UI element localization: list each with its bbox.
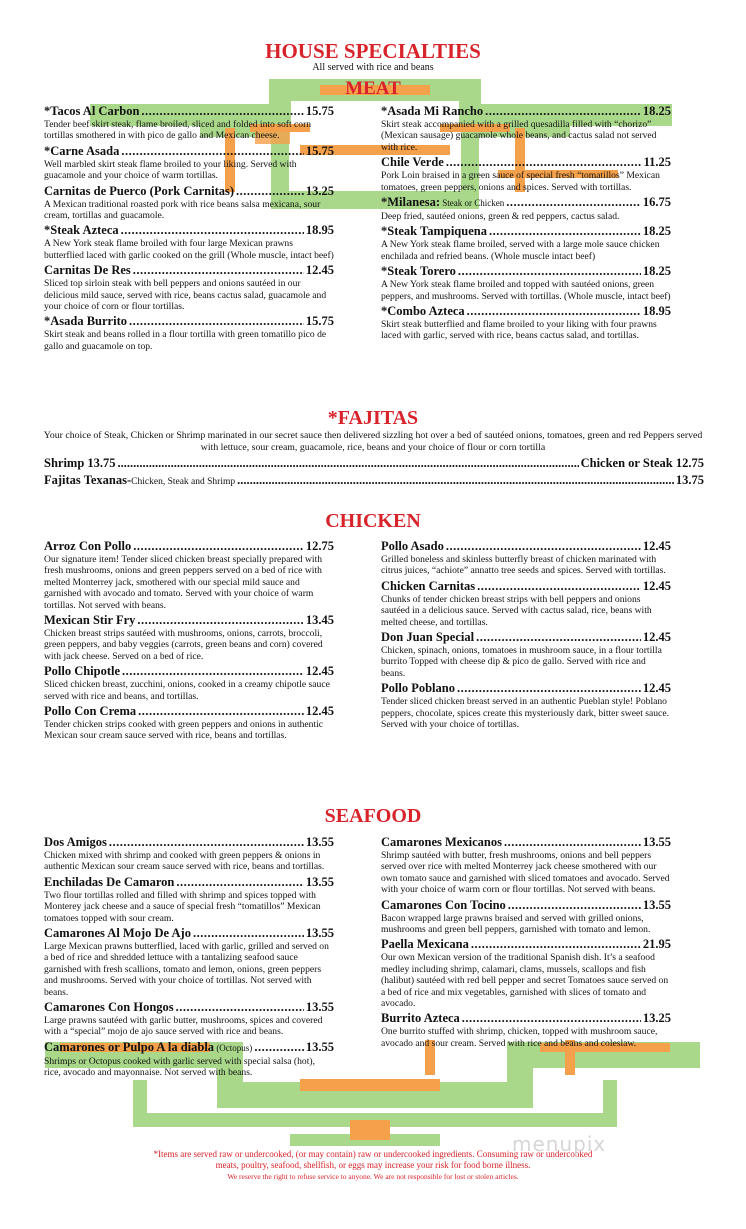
fajitas-description: Your choice of Steak, Chicken or Shrimp marinated in our secret sauce then delivered sizzling hot over a bed of sautéed onions, tomatoes, green and red Peppers served with lettuce, sour cream, guacamole, rice, beans and your choice of flour or corn tortilla xyxy=(43,430,703,453)
menu-item-price: 12.45 xyxy=(305,704,334,719)
menu-item-name-text: *Combo Azteca xyxy=(381,304,465,319)
menu-item-name-text: Enchiladas De Camaron xyxy=(44,874,175,889)
menu-item-price: 13.55 xyxy=(305,835,334,849)
menu-item xyxy=(44,223,334,261)
leader-dots xyxy=(446,155,642,170)
menu-item-name-text: Camarones Con Tocino xyxy=(381,897,506,912)
leader-dots xyxy=(236,184,304,199)
menu-item-header xyxy=(44,613,334,628)
menu-item-description: Our own Mexican version of the traditional Spanish dish. It’s a seafood medley including shrimp, calamari, clams, mussels, scallops and fish (halibut) sautéed with red bell pepper and secret Tomatoes sauce served on a bed of rice and mix vegetables, garnished with slices of tomato and avocado. xyxy=(381,952,669,1010)
menu-item-name xyxy=(44,223,119,238)
menu-item xyxy=(44,1040,334,1079)
menu-item-description: Pork Loin braised in a green sauce of special fresh “tomatillos” Mexican tomatoes, green peppers, onions and spices. Served with tortillas. xyxy=(381,170,660,193)
menu-item xyxy=(44,104,334,142)
menu-item-note: (Octopus) xyxy=(214,1042,253,1053)
meat-right-column xyxy=(381,104,671,344)
menu-item-description: Chicken mixed with shrimp and cooked with green peppers & onions in authentic Mexican sour cream sauce served with rice, beans and tortillas. xyxy=(44,850,325,873)
menu-item-description: One burrito stuffed with shrimp, chicken, topped with mushroom sauce, avocado and sour cream. Served with rice and beans and coleslaw. xyxy=(381,1026,658,1049)
menu-item xyxy=(381,155,671,193)
menu-item-name-text: *Carne Asada xyxy=(44,143,120,158)
menu-item-name xyxy=(381,539,444,554)
leader-dots xyxy=(121,223,304,238)
menu-item-header xyxy=(44,875,334,890)
seafood-right-column xyxy=(381,835,671,1051)
menu-item-header xyxy=(381,195,671,211)
menu-item-price: 13.25 xyxy=(305,183,334,198)
menu-item-price: 13.25 xyxy=(642,1011,671,1026)
menu-item-description: A New York steak flame broiled, served with a large mole sauce chicken enchilada and refried beans. (Whole muscle intact beef) xyxy=(381,239,660,262)
leader-dots xyxy=(176,875,304,890)
menu-item-name xyxy=(381,630,474,645)
menu-item-price: 11.25 xyxy=(643,155,671,170)
chicken-heading: CHICKEN xyxy=(325,510,421,532)
fajitas-price-line xyxy=(44,456,704,471)
menu-item-name xyxy=(44,1040,252,1056)
menu-item-name xyxy=(44,144,119,159)
leader-dots xyxy=(508,898,641,913)
menu-item-name xyxy=(44,704,136,719)
leader-dots xyxy=(477,579,641,594)
leader-dots xyxy=(109,835,304,850)
leader-dots xyxy=(133,263,304,278)
menu-item-name-text: Dos Amigos xyxy=(44,835,107,849)
menu-item xyxy=(381,224,671,262)
menu-item-price: 12.45 xyxy=(642,630,671,645)
menu-item-price: 13.55 xyxy=(305,1000,334,1015)
service-notice: We reserve the right to refuse service to anyone. We are not responsible for lost or stolen articles. xyxy=(227,1172,519,1181)
menu-item-name xyxy=(44,875,174,890)
leader-dots xyxy=(138,704,304,719)
menu-item-name xyxy=(381,898,506,913)
menu-item-header xyxy=(381,264,671,279)
page-subtitle: All served with rice and beans xyxy=(312,62,434,73)
menu-item-name-text: Pollo Asado xyxy=(381,539,444,553)
menu-item-name xyxy=(44,184,234,199)
menu-item-header xyxy=(44,144,334,159)
menu-item-description: Chicken breast strips sautéed with mushrooms, onions, carrots, broccoli, green peppers, and baby veggies (carrots, green beans and corn) covered with jack cheese. Served on a bed of rice. xyxy=(44,628,323,662)
menu-item-description: Skirt steak accompanied with a grilled quesadilla filled with “chorizo” (Mexican sausage) guacamole whole beans, and cactus salad not served with rice. xyxy=(381,119,657,153)
leader-dots xyxy=(141,104,303,119)
menu-item xyxy=(44,144,334,182)
menu-item-header xyxy=(44,184,334,199)
menu-item-name xyxy=(381,304,465,319)
chicken-left-column xyxy=(44,539,334,744)
menu-item-price: 15.75 xyxy=(305,104,334,118)
menu-item-description: Well marbled skirt steak flame broiled to your liking. Served with guacamole and your choice of warm tortillas. xyxy=(44,158,297,182)
menu-item-description: Two flour tortillas rolled and filled with shrimp and spices topped with Monterey jack cheese and a sauce of special fresh “tomatillos” Mexican tomatoes topped with sour cream. xyxy=(44,889,321,924)
menu-item-name xyxy=(44,1000,174,1015)
menu-item-price: 12.45 xyxy=(642,578,671,593)
menu-item-name-text: Pollo Con Crema xyxy=(44,704,137,719)
leader-dots xyxy=(457,681,641,696)
menu-item xyxy=(44,314,334,352)
leader-dots xyxy=(467,304,641,319)
menu-item-name xyxy=(44,613,135,628)
leader-dots xyxy=(476,630,641,645)
menu-item-name xyxy=(381,195,504,211)
menu-item xyxy=(381,898,671,936)
menu-item-name-text: Carnitas de Puerco (Pork Carnitas) xyxy=(44,183,235,198)
menu-item-name-text: *Steak Torero xyxy=(381,264,456,279)
menu-item-header xyxy=(44,223,334,238)
menu-item-name xyxy=(44,835,107,850)
menu-item-header xyxy=(44,1040,334,1056)
menu-item-note: Steak or Chicken xyxy=(440,198,505,209)
menu-item-price: 13.45 xyxy=(305,613,334,628)
menu-item-header xyxy=(44,835,334,850)
leader-dots xyxy=(129,314,304,329)
leader-dots xyxy=(121,144,304,159)
menu-item-price: 13.55 xyxy=(642,835,671,849)
menu-item-description: Large prawns sautéed with garlic butter, mushrooms, spices and covered with a “special” mojo de ajo sauce served with rice and beans. xyxy=(44,1015,323,1038)
menu-item-description: Large Mexican prawns butterflied, laced with garlic, grilled and served on a bed of rice and shredded lettuce with a tantalizing seafood sauce garnished with fresh scallions, tomato and lemon, onions, green peppers and mushrooms. Served with your choice of tortillas. Not served with beans. xyxy=(44,941,329,998)
menu-item-price: 12.45 xyxy=(305,263,334,278)
menu-item-name-text: Don Juan Special xyxy=(381,630,475,645)
menu-item-name xyxy=(381,937,469,952)
chicken-right-column xyxy=(381,539,671,732)
menu-item-name-text: Camarones or Pulpo A la diabla xyxy=(44,1039,215,1054)
menu-item-header xyxy=(381,630,671,645)
menu-item-description: Shrimp sautéed with butter, fresh mushrooms, onions and bell peppers served over rice with melted Monterrey jack cheese smothered with our own tomato sauce and garnished with sliced tomatoes and avocado. Served with your choice of warm corn or flour tortillas. Not served with beans. xyxy=(381,850,670,896)
menu-item-name-text: Camarones Mexicanos xyxy=(381,835,502,849)
menu-item xyxy=(381,539,671,577)
menu-item-name-text: *Milanesa: xyxy=(381,195,441,210)
menu-item xyxy=(44,875,334,924)
menu-item-header xyxy=(44,263,334,278)
menu-item-name-text: *Steak Tampiquena xyxy=(381,224,487,239)
leader-dots xyxy=(489,224,641,239)
menu-item xyxy=(44,926,334,998)
fajitas-texanas-name: Fajitas Texanas- xyxy=(44,473,132,487)
menu-item-header xyxy=(381,1011,671,1026)
menu-item-name xyxy=(44,314,127,329)
menu-item-header xyxy=(381,579,671,594)
page-title: HOUSE SPECIALTIES xyxy=(265,39,481,63)
leader-dots xyxy=(176,1000,304,1015)
menu-item-header xyxy=(381,224,671,239)
menu-item-description: Tender sliced chicken breast served in an authentic Pueblan style! Poblano peppers, chocolate, spices create this mysteriously dark, bitter sweet sauce. Served with your choice of tortillas. xyxy=(381,696,669,731)
leader-dots xyxy=(458,264,641,279)
menu-item-name xyxy=(44,263,131,278)
menu-item-description: Tender beef skirt steak, flame broiled, sliced and folded into soft corn tortillas smothered in with pico de gallo and Mexican cheese. xyxy=(44,119,312,142)
menu-item-description: Skirt steak and beans rolled in a flour tortilla with green tomatillo pico de gallo and guacamole on top. xyxy=(44,329,327,352)
menu-item xyxy=(381,104,671,153)
menu-item-price: 18.25 xyxy=(642,264,671,279)
menu-item-description: A New York steak flame broiled with four large Mexican prawns butterflied laced with garlic cooked on the grill (Whole muscle, intact beef) xyxy=(44,238,334,261)
menu-item-price: 12.45 xyxy=(642,539,671,553)
menu-item-name-text: *Asada Burrito xyxy=(44,314,127,329)
menu-item-price: 18.25 xyxy=(642,104,671,118)
menu-item-name xyxy=(44,926,191,941)
menu-item-header xyxy=(44,926,334,941)
menu-item-name-text: Burrito Azteca xyxy=(381,1011,460,1026)
menu-item-name xyxy=(44,104,139,119)
menu-item xyxy=(381,579,671,628)
menu-item-name xyxy=(44,539,131,554)
menu-item xyxy=(381,1011,671,1049)
menu-item-name xyxy=(381,579,475,594)
menu-item-description: A Mexican traditional roasted pork with rice beans salsa mexicana, sour cream, tortillas and guacamole. xyxy=(44,198,321,222)
leader-dots xyxy=(446,539,641,554)
meat-heading: MEAT xyxy=(345,78,401,99)
menu-item-price: 13.55 xyxy=(642,897,671,912)
fajitas-chicken-steak-price: Chicken or Steak 12.75 xyxy=(580,456,704,470)
menu-item-name-text: Paella Mexicana xyxy=(381,937,469,952)
menu-item-header xyxy=(381,155,671,170)
menu-item xyxy=(44,613,334,662)
fajitas-texanas-line xyxy=(44,473,704,490)
menu-item-price: 12.45 xyxy=(642,681,671,696)
menu-item-header xyxy=(381,937,671,952)
menu-item-description: A New York steak flame broiled and topped with sautéed onions, green peppers, and mushrooms. Served with tortillas. (Whole muscle, intact beef) xyxy=(381,279,671,302)
menu-item-header xyxy=(381,681,671,696)
menu-item-price: 12.45 xyxy=(305,664,334,679)
fajitas-heading: *FAJITAS xyxy=(327,407,419,429)
menu-item-price: 21.95 xyxy=(642,937,671,952)
menu-item-header xyxy=(381,539,671,554)
menu-item-description: Sliced top sirloin steak with bell peppers and onions sautéed in our delicious mild sauce, served with rice, beans cactus salad, guacamole and your choice of corn or flour tortillas. xyxy=(44,278,327,313)
menu-item-name-text: Chicken Carnitas xyxy=(381,578,476,593)
menu-item xyxy=(381,304,671,342)
menu-item-name-text: Arroz Con Pollo xyxy=(44,539,132,553)
menu-item-name xyxy=(381,104,483,119)
menu-item-name-text: Pollo Poblano xyxy=(381,681,455,696)
menu-item-price: 12.75 xyxy=(305,539,334,553)
menu-item xyxy=(381,937,671,1009)
menu-item-name-text: Chile Verde xyxy=(381,155,444,170)
menu-item-header xyxy=(44,1000,334,1015)
menu-item xyxy=(44,539,334,611)
seafood-left-column xyxy=(44,835,334,1081)
menu-item-price: 18.95 xyxy=(305,223,334,238)
menu-item-name-text: Pollo Chipotle xyxy=(44,664,121,679)
menu-item-description: Shrimps or Octopus cooked with garlic served with special salsa (hot), rice, avocado and mayonnaise. Not served with beans. xyxy=(44,1055,315,1079)
menu-item xyxy=(44,184,334,222)
leader-dots xyxy=(506,195,641,210)
menu-item-name xyxy=(44,664,120,679)
meat-left-column xyxy=(44,104,334,354)
menu-item-name-text: Camarones Con Hongos xyxy=(44,1000,174,1015)
menu-item xyxy=(44,263,334,312)
leader-dots xyxy=(485,104,641,119)
menu-item-description: Skirt steak butterflied and flame broiled to your liking with four prawns laced with garlic, served with rice, beans cactus salad, and tortillas. xyxy=(381,319,657,342)
menu-item-price: 16.75 xyxy=(642,195,671,210)
menu-item-header xyxy=(44,539,334,554)
leader-dots xyxy=(504,835,641,850)
leader-dots xyxy=(133,539,304,554)
menu-item-name-text: Carnitas De Res xyxy=(44,263,131,278)
menu-item xyxy=(381,264,671,302)
menu-item xyxy=(44,835,334,873)
leader-dots xyxy=(193,926,304,941)
menu-item xyxy=(381,681,671,730)
menu-item-header xyxy=(44,664,334,679)
leader-dots xyxy=(471,937,641,952)
leader-dots xyxy=(254,1040,304,1055)
menu-item-price: 13.55 xyxy=(305,874,334,889)
menu-item-price: 18.25 xyxy=(642,224,671,239)
menu-item-header xyxy=(381,835,671,850)
menu-item-header xyxy=(381,304,671,319)
menu-item xyxy=(44,704,334,742)
menu-item-name xyxy=(381,224,487,239)
menu-item-header xyxy=(44,104,334,119)
seafood-heading: SEAFOOD xyxy=(324,805,422,827)
menu-item-name-text: Camarones Al Mojo De Ajo xyxy=(44,926,191,941)
menu-item-price: 15.75 xyxy=(305,143,334,158)
fajitas-texanas-note: Chicken, Steak and Shrimp xyxy=(131,477,236,487)
menu-item-description: Sliced chicken breast, zucchini, onions, cooked in a creamy chipotle sauce served with rice and beans, and tortillas. xyxy=(44,679,330,702)
menu-item-header xyxy=(44,314,334,329)
leader-dots xyxy=(122,664,304,679)
menu-item-name-text: Mexican Stir Fry xyxy=(44,613,136,628)
menu-item xyxy=(44,1000,334,1038)
menu-item-price: 15.75 xyxy=(305,314,334,329)
watermark: menupix xyxy=(512,1132,607,1156)
menu-item-description: Bacon wrapped large prawns braised and served with grilled onions, mushrooms and green bell peppers, garnished with tomato and lemon. xyxy=(381,912,651,936)
food-safety-notice: *Items are served raw or undercooked, (or may contain) raw or undercooked ingredients. Consuming raw or undercooked meats, poultry, seafood, shellfish, or eggs may increase your risk for food borne illness. xyxy=(153,1149,593,1170)
menu-item-name xyxy=(381,264,456,279)
menu-item-name xyxy=(381,835,502,850)
menu-item-price: 13.55 xyxy=(305,1039,334,1054)
menu-item xyxy=(381,195,671,222)
fajitas-texanas-price: 13.75 xyxy=(675,473,704,487)
leader-dots xyxy=(137,613,303,628)
menu-item-description: Our signature item! Tender sliced chicken breast specially prepared with fresh mushrooms, onions and green peppers served on a bed of rice with melted Monterrey jack, smothered with our special mild sauce and garnished with avocado and tomato. Served with your choice of warm tortillas. Not served with beans. xyxy=(44,554,323,611)
menu-item-name-text: *Asada Mi Rancho xyxy=(381,104,484,118)
menu-item xyxy=(381,630,671,679)
menu-item-name-text: *Tacos Al Carbon xyxy=(44,104,140,118)
menu-item-description: Tender chicken strips cooked with green peppers and onions in authentic Mexican sour cream sauce served with rice, beans and tortillas. xyxy=(44,719,324,742)
menu-item-name xyxy=(381,681,455,696)
menu-item-price: 13.55 xyxy=(305,926,334,941)
menu-item-header xyxy=(381,898,671,913)
leader-dots xyxy=(237,473,674,488)
menu-item xyxy=(44,664,334,702)
menu-item-name xyxy=(381,1011,460,1026)
leader-dots xyxy=(462,1011,641,1026)
menu-item-description: Chunks of tender chicken breast strips with bell peppers and onions sautéed in a delicious sauce. Served with cactus salad, rice, beans with melted cheese, and tortillas. xyxy=(381,593,652,628)
menu-item-description: Deep fried, sautéed onions, green & red peppers, cactus salad. xyxy=(381,211,620,223)
menu-item-header xyxy=(381,104,671,119)
leader-dots xyxy=(118,456,579,471)
menu-item-name-text: *Steak Azteca xyxy=(44,223,119,238)
menu-item-name xyxy=(381,155,444,170)
menu-item-header xyxy=(44,704,334,719)
menu-item-description: Chicken, spinach, onions, tomatoes in mushroom sauce, in a flour tortilla burrito Topped with cheese dip & pico de gallo. Served with rice and beans. xyxy=(381,645,662,679)
menu-item-description: Grilled boneless and skinless butterfly breast of chicken marinated with citrus juices, “achiote” annatto tree seeds and spices. Served with tortillas. xyxy=(381,554,666,577)
fajitas-shrimp-price: Shrimp 13.75 xyxy=(44,456,116,470)
menu-item-price: 18.95 xyxy=(642,304,671,319)
menu-item xyxy=(381,835,671,896)
